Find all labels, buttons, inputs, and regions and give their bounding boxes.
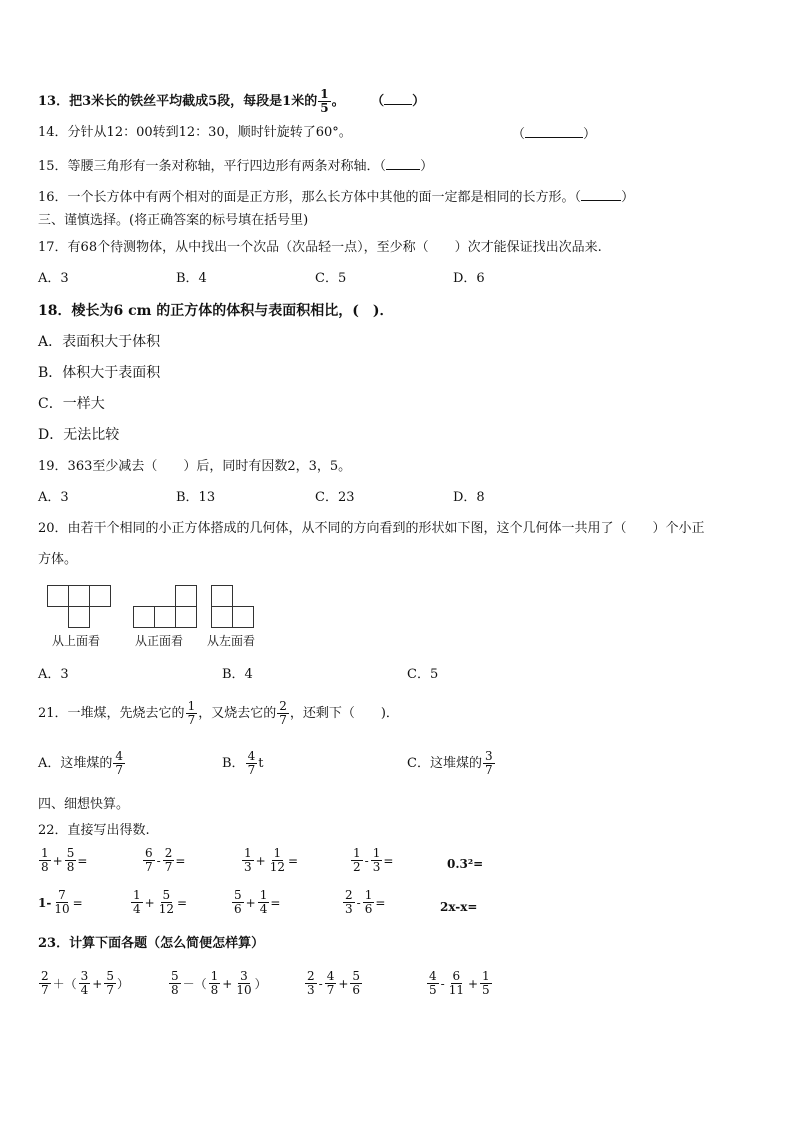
calc-item: $\frac{1}{3}$ + $\frac{1}{12}$ = — [244, 846, 299, 874]
question-20 — [38, 521, 705, 537]
option-b[interactable]: B． $\frac{4}{7}$ t — [222, 749, 264, 777]
expression-3: $\frac{2}{3}$ - $\frac{4}{7}$ + $\frac{5}{6}$ — [307, 969, 361, 997]
question-number: 21． — [38, 706, 68, 721]
fraction: $\frac{4}{7}$ — [247, 749, 256, 777]
calc-item: $\frac{2}{3}$ - $\frac{1}{6}$ = — [345, 888, 386, 916]
left-view-label: 从左面看 — [207, 634, 256, 648]
question-number: 18． — [38, 303, 72, 319]
expression-4: $\frac{4}{5}$ - $\frac{6}{11}$ + $\frac{1}{5}$ — [429, 969, 490, 997]
answer-blank[interactable] — [525, 125, 583, 138]
question-text: 一个长方体中有两个相对的面是正方形，那么长方体中其他的面一定都是相同的长方形。（ — [67, 190, 582, 205]
option-a[interactable]: A．表面积大于体积 — [38, 334, 161, 350]
question-text: 363至少减去（ ）后，同时有因数2，3，5。 — [67, 459, 352, 474]
top-view-label: 从上面看 — [52, 634, 101, 648]
question-number: 15． — [38, 159, 68, 174]
calc-item: 0.3²= — [447, 857, 484, 871]
expression-2: $\frac{5}{8}$ －（ $\frac{1}{8}$ + $\frac{3}{10}$ ） — [171, 969, 267, 997]
option-c[interactable]: C．5 — [407, 667, 439, 682]
square-cell — [211, 606, 233, 628]
calc-item: $\frac{6}{7}$ - $\frac{2}{7}$ = — [145, 846, 186, 874]
question-23 — [38, 936, 264, 952]
option-c[interactable]: C．这堆煤的 $\frac{3}{7}$ — [407, 749, 493, 777]
square-cell — [68, 585, 90, 607]
option-a[interactable]: A．3 — [38, 490, 69, 505]
calc-item: 1- $\frac{7}{10}$ = — [38, 888, 83, 916]
question-text: 由若干个相同的小正方体搭成的几何体，从不同的方向看到的形状如下图，这个几何体一共用了（ ）个小正 — [67, 521, 705, 536]
fraction: $\frac{4}{7}$ — [115, 749, 124, 777]
question-21: 21．一堆煤，先烧去它的 $\frac{1}{7}$ ，又烧去它的 $\frac{2}{7}$ ，还剩下（ )． — [38, 699, 399, 727]
answer-blank[interactable] — [581, 188, 621, 201]
answer-blank[interactable] — [386, 157, 420, 170]
square-cell — [68, 606, 90, 628]
question-14 — [38, 125, 352, 141]
question-22 — [38, 823, 150, 839]
square-cell — [211, 585, 233, 607]
question-16: 16．一个长方体中有两个相对的面是正方形，那么长方体中其他的面一定都是相同的长方形。（ ） — [38, 190, 635, 205]
option-c[interactable]: C．23 — [315, 490, 355, 505]
question-20-cont: 方体。 — [38, 552, 78, 567]
option-c[interactable]: C．5 — [315, 271, 347, 286]
question-number: 19． — [38, 459, 68, 474]
fraction: $\frac{1}{5}$ — [320, 87, 329, 115]
calc-item: $\frac{1}{4}$ + $\frac{5}{12}$ = — [133, 888, 188, 916]
option-d[interactable]: D．8 — [453, 490, 485, 505]
calc-item: $\frac{5}{6}$ + $\frac{1}{4}$ = — [234, 888, 281, 916]
question-15: 15．等腰三角形有一条对称轴，平行四边形有两条对称轴．（ ） — [38, 159, 434, 174]
question-number: 14． — [38, 125, 68, 140]
fraction: $\frac{3}{7}$ — [484, 749, 493, 777]
answer-paren-14: （ ） — [512, 127, 597, 142]
question-number: 23． — [38, 936, 70, 951]
question-text: 把3米长的铁丝平均截成5段，每段是1米的 — [69, 94, 318, 109]
square-cell — [175, 606, 197, 628]
question-text: 等腰三角形有一条对称轴，平行四边形有两条对称轴．（ — [67, 159, 387, 174]
calc-item: $\frac{1}{8}$ + $\frac{5}{8}$ = — [41, 846, 88, 874]
option-c[interactable]: C．一样大 — [38, 396, 105, 412]
question-text: 棱长为6 cm 的正方体的体积与表面积相比，( )． — [71, 303, 394, 319]
option-b[interactable]: B．4 — [222, 667, 253, 682]
section-heading-3: 三、谨慎选择。(将正确答案的标号填在括号里) — [38, 213, 309, 228]
answer-blank[interactable] — [384, 92, 412, 105]
question-13: 13．把3米长的铁丝平均截成5段，每段是1米的 $\frac{1}{5}$ 。 （ ） — [38, 87, 426, 115]
option-b[interactable]: B．体积大于表面积 — [38, 365, 161, 381]
question-18 — [38, 303, 394, 319]
question-text: 直接写出得数. — [67, 823, 150, 838]
square-cell — [175, 585, 197, 607]
question-number: 13． — [38, 94, 70, 109]
fraction: $\frac{2}{7}$ — [279, 699, 287, 727]
option-d[interactable]: D．无法比较 — [38, 427, 120, 443]
front-view-label: 从正面看 — [135, 634, 184, 648]
option-a[interactable]: A．3 — [38, 667, 69, 682]
fraction: $\frac{1}{7}$ — [187, 699, 196, 727]
question-number: 17． — [38, 240, 68, 255]
option-d[interactable]: D．6 — [453, 271, 485, 286]
question-text: 计算下面各题（怎么简便怎样算） — [69, 936, 265, 951]
square-cell — [133, 606, 155, 628]
question-17 — [38, 240, 602, 256]
question-number: 22． — [38, 823, 68, 838]
calc-item: 2x-x= — [440, 900, 478, 914]
square-cell — [232, 606, 254, 628]
question-text: 有68个待测物体，从中找出一个次品（次品轻一点），至少称（ ）次才能保证找出次品来. — [67, 240, 602, 255]
question-text: 分针从12：00转到12：30，顺时针旋转了60°。 — [67, 125, 352, 140]
option-b[interactable]: B．4 — [176, 271, 207, 286]
option-b[interactable]: B．13 — [176, 490, 216, 505]
option-a[interactable]: A．3 — [38, 271, 69, 286]
square-cell — [47, 585, 69, 607]
calc-item: $\frac{1}{2}$ - $\frac{1}{3}$ = — [353, 846, 394, 874]
expression-1: $\frac{2}{7}$ ＋（ $\frac{3}{4}$ + $\frac{5}{7}$ ） — [41, 969, 130, 997]
question-number: 16． — [38, 190, 68, 205]
question-19 — [38, 459, 351, 475]
question-number: 20． — [38, 521, 68, 536]
option-a[interactable]: A．这堆煤的 $\frac{4}{7}$ — [38, 749, 124, 777]
square-cell — [154, 606, 176, 628]
section-heading-4: 四、细想快算。 — [38, 797, 130, 812]
square-cell — [89, 585, 111, 607]
